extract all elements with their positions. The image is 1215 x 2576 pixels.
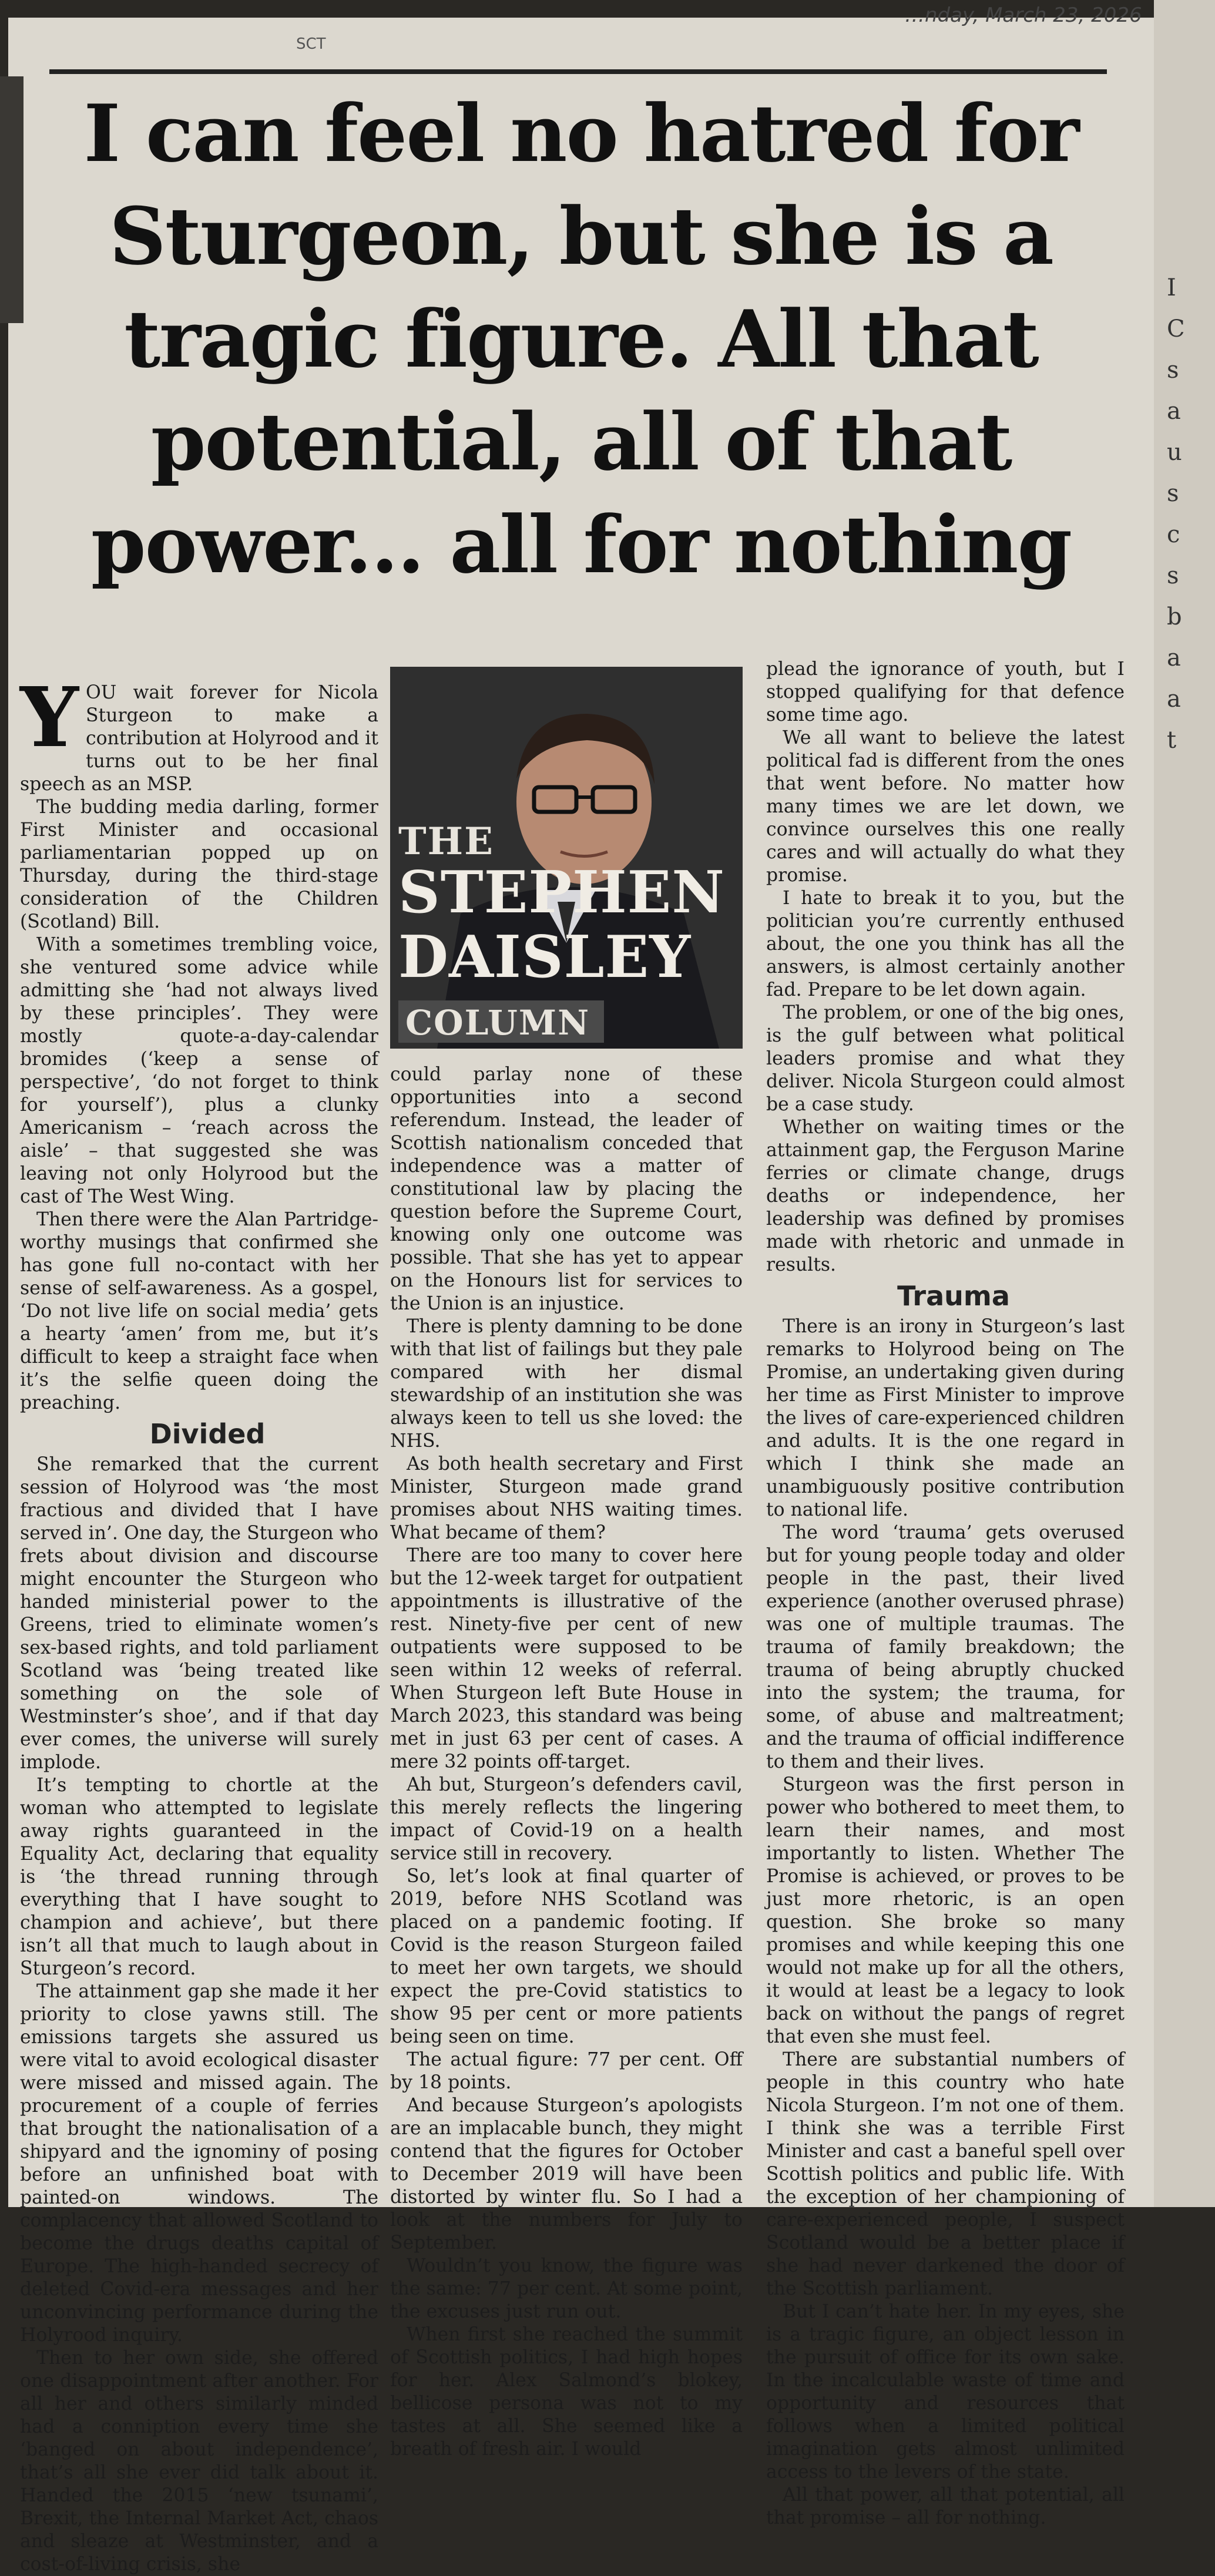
- body-paragraph: The attainment gap she made it her priority to close yawns still. The emissions targets she assured us were vital to avoid ecological disaster were missed and missed again. The procurement of a couple of ferries that brought the nationalisation of a shipyard and the ignominy of posing before an unfinished boat with painted-on windows. The complacency that allowed Scotland to become the drugs deaths capital of Europe. The high-handed secrecy of deleted Covid-era messages and her unconvincing performance during the Holyrood inquiry.: [20, 1981, 378, 2346]
- body-paragraph: I hate to break it to you, but the politician you’re currently enthused about, the one you think has all the answers, is almost certainly another fad. Prepare to be let down again.: [766, 888, 1125, 1000]
- edge-text-fragment: I: [1167, 274, 1176, 301]
- page-dateline: …nday, March 23, 2026: [905, 4, 1142, 27]
- body-paragraph: We all want to believe the latest political fad is different from the ones that went before. No matter how many times we are let down, we convince ourselves this one really cares and will actually do what they promise.: [766, 727, 1125, 886]
- edge-text-fragment: a: [1167, 398, 1181, 425]
- header-rule: [49, 69, 1107, 74]
- body-paragraph: There is an irony in Sturgeon’s last remarks to Holyrood being on The Promise, an undertaking given during her time as First Minister to improve the lives of care-experienced children and adults. It is the one regard in which I think she made an unambiguously positive contribution to national life.: [766, 1316, 1125, 1520]
- left-page-edge: [0, 76, 24, 323]
- lead-paragraph: YOU wait forever for Nicola Sturgeon to make a contribution at Holyrood and it turns out to be her final speech as an MSP.: [20, 670, 378, 795]
- page-folio: SCT: [296, 35, 326, 53]
- edge-text-fragment: a: [1167, 686, 1181, 713]
- headline-line: Sturgeon, but she is a: [109, 190, 1053, 283]
- body-paragraph: The budding media darling, former First Minister and occasional parliamentarian popped up on Thursday, during the third-stage consideration of the Children (Scotland) Bill.: [20, 797, 378, 932]
- body-paragraph: But I can’t hate her. In my eyes, she is a tragic figure, an object lesson in the pursuit of office for its own sake. In the incalculable waste of time and opportunity and resources that follows when a limited political imagination gets almost unlimited access to the levers of the state.: [766, 2301, 1125, 2483]
- body-paragraph: There is plenty damning to be done with that list of failings but they pale compared with her dismal stewardship of an institution she was always keen to tell us she loved: the NHS.: [390, 1316, 743, 1452]
- edge-text-fragment: b: [1167, 603, 1182, 630]
- promo-first-name: STEPHEN: [398, 859, 725, 926]
- body-paragraph: There are too many to cover here but the 12-week target for outpatient appointments is illustrative of the rest. Ninety-five per cent of new outpatients were supposed to be seen within 12 weeks of referral. When Sturgeon left Bute House in March 2023, this standard was being met in just 63 per cent of cases. A mere 32 points off-target.: [390, 1545, 743, 1772]
- body-paragraph: The word ‘trauma’ gets overused but for young people today and older people in the past, their lived experience (another overused phrase) was one of multiple traumas. The trauma of family breakdown; the trauma of being abruptly chucked into the system; the trauma, for some, of abuse and maltreatment; and the trauma of official indifference to them and their lives.: [766, 1522, 1125, 1772]
- body-paragraph: And because Sturgeon’s apologists are an implacable bunch, they might contend that the figures for October to December 2019 will have been distorted by winter flu. So I had a look at the numbers for July to September.: [390, 2095, 743, 2253]
- body-paragraph: With a sometimes trembling voice, she ventured some advice while admitting she ‘had not always lived by these principles’. They were mostly quote-a-day-calendar bromides (‘keep a sense of perspective’, ‘do not forget to think for yourself’), plus a clunky Americanism – ‘reach across the aisle’ – that suggested she was leaving not only Holyrood but the cast of The West Wing.: [20, 934, 378, 1207]
- edge-text-fragment: s: [1167, 357, 1179, 384]
- body-paragraph: The problem, or one of the big ones, is the gulf between what political leaders promise and what they deliver. Nicola Sturgeon could almost be a case study.: [766, 1002, 1125, 1115]
- body-paragraph: All that power, all that potential, all that promise – all for nothing.: [766, 2484, 1125, 2528]
- body-paragraph: Whether on waiting times or the attainment gap, the Ferguson Marine ferries or climate change, drugs deaths or independence, her leadership was defined by promises made with rhetoric and unmade in results.: [766, 1117, 1125, 1275]
- columnist-promo: [390, 667, 743, 1049]
- edge-text-fragment: t: [1167, 727, 1177, 754]
- newspaper-page: [8, 18, 1154, 2575]
- adjacent-page-edge: [1154, 0, 1215, 2207]
- body-paragraph: Wouldn’t you know, the figure was the same: 77 per cent. At some point, the excuses just run out.: [390, 2255, 743, 2322]
- headline-line: I can feel no hatred for: [83, 87, 1079, 180]
- body-paragraph: plead the ignorance of youth, but I stopped qualifying for that defence some time ago.: [766, 659, 1125, 726]
- promo-last-name: DAISLEY: [398, 923, 692, 991]
- edge-text-fragment: s: [1167, 480, 1179, 507]
- body-paragraph: As both health secretary and First Minister, Sturgeon made grand promises about NHS waiting times. What became of them?: [390, 1453, 743, 1543]
- body-paragraph: Then to her own side, she offered one disappointment after another. For all her and others similarly minded had a conniption every time she ‘banged on about independence’, that’s all she ever did talk about it. Handed the 2015 ‘new tsunami’, Brexit, the Internal Market Act, chaos and sleaze at Westminster, and a cost-of-living crisis, she: [20, 2347, 378, 2575]
- body-paragraph: There are substantial numbers of people in this country who hate Nicola Sturgeon. I’m not one of them. I think she was a terrible First Minister and cast a baneful spell over Scottish politics and public life. With the exception of her championing of care-experienced people, I suspect Scotland would be a better place if she had never darkened the door of the Scottish parliament.: [766, 2049, 1125, 2299]
- article-column-1: [20, 670, 378, 2576]
- headline: [43, 82, 1119, 596]
- body-paragraph: When first she reached the summit of Scottish politics, I had high hopes for her. Alex Salmond’s blokey, bellicose persona was not to my tastes at all. She seemed like a breath of fresh air. I would: [390, 2324, 743, 2460]
- article-column-3: [766, 658, 1125, 2530]
- body-paragraph: could parlay none of these opportunities into a second referendum. Instead, the leader of Scottish nationalism conceded that independence was a matter of constitutional law by placing the question before the Supreme Court, knowing only one outcome was possible. That she has yet to appear on the Honours list for services to the Union is an injustice.: [390, 1064, 743, 1314]
- drop-cap: Y: [20, 670, 79, 766]
- edge-text-fragment: c: [1167, 521, 1180, 548]
- subheading-trauma: Trauma: [897, 1280, 1010, 1312]
- promo-the: THE: [398, 820, 494, 864]
- body-paragraph: Sturgeon was the first person in power who bothered to meet them, to learn their names, and most importantly to listen. Whether The Promise is achieved, or proves to be just more rhetoric, is an open question. She broke so many promises and while keeping this one would not make up for all the others, it would at least be a legacy to look back on without the pangs of regret that even she must feel.: [766, 1774, 1125, 2047]
- body-paragraph: So, let’s look at final quarter of 2019, before NHS Scotland was placed on a pandemic footing. If Covid is the reason Sturgeon failed to meet her own targets, we should expect the pre-Covid statistics to show 95 per cent or more patients being seen on time.: [390, 1866, 743, 2047]
- article-column-2: [390, 1063, 743, 2461]
- column-label: COLUMN: [405, 1003, 590, 1043]
- body-paragraph: Then there were the Alan Partridge-worthy musings that confirmed she has gone full no-contact with her sense of self-awareness. As a gospel, ‘Do not live life on social media’ gets a hearty ‘amen’ from me, but it’s difficult to keep a straight face when it’s the selfie queen doing the preaching.: [20, 1209, 378, 1413]
- edge-text-fragment: s: [1167, 562, 1179, 589]
- body-paragraph: It’s tempting to chortle at the woman who attempted to legislate away rights guaranteed in the Equality Act, declaring that equality is ‘the thread running through everything that I have sought to champion and achieve’, but there isn’t all that much to laugh about in Sturgeon’s record.: [20, 1775, 378, 1979]
- headline-line: tragic figure. All that: [124, 293, 1038, 385]
- subheading-divided: Divided: [149, 1418, 266, 1450]
- edge-text-fragment: a: [1167, 644, 1181, 671]
- edge-text-fragment: C: [1167, 315, 1185, 342]
- body-paragraph: Ah but, Sturgeon’s defenders cavil, this merely reflects the lingering impact of Covid-19 on a health service still in recovery.: [390, 1774, 743, 1864]
- body-paragraph: The actual figure: 77 per cent. Off by 18 points.: [390, 2049, 743, 2093]
- edge-text-fragment: u: [1167, 439, 1182, 466]
- body-paragraph: She remarked that the current session of Holyrood was ‘the most fractious and divided that I have served in’. One day, the Sturgeon who frets about division and discourse might encounter the Sturgeon who handed ministerial power to the Greens, tried to eliminate women’s sex-based rights, and told parliament Scotland was ‘being treated like something on the sole of Westminster’s shoe’, and if that day ever comes, the universe will surely implode.: [20, 1454, 378, 1773]
- headline-line: potential, all of that: [150, 395, 1012, 488]
- headline-line: power... all for nothing: [90, 498, 1072, 591]
